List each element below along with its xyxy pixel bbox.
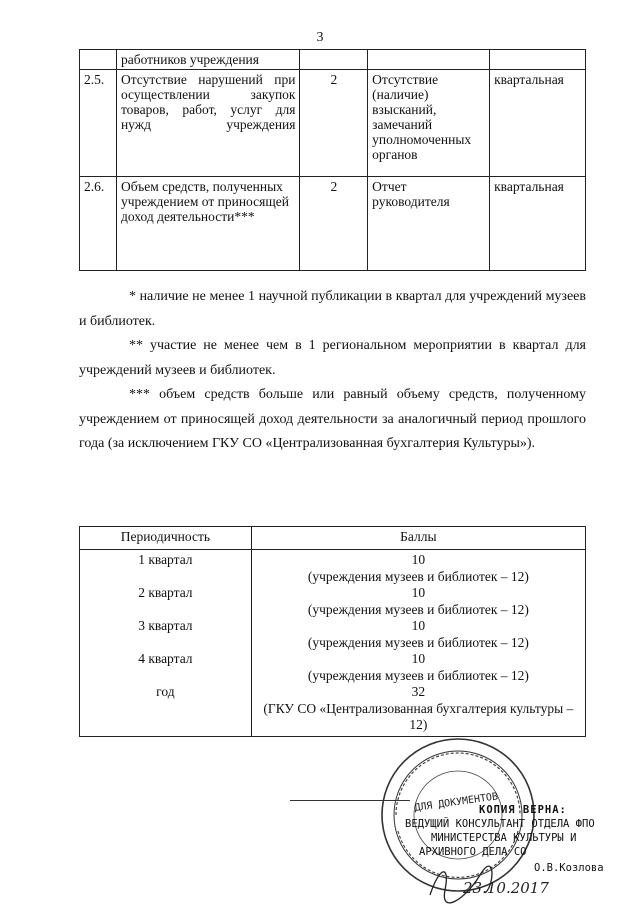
points-cell <box>251 651 585 684</box>
table-row <box>80 50 586 70</box>
footnotes <box>79 285 586 457</box>
points-note: (учреждения музеев и библиотек – 12) <box>307 634 529 650</box>
certification-line: АРХИВНОГО ДЕЛА СО <box>419 846 527 858</box>
criterion-text: Отсутствие нарушений при осуществлении закупок товаров, работ, услуг для нужд учреждения <box>116 70 300 177</box>
period-cell: 1 квартал <box>80 550 252 586</box>
certification-title: КОПИЯ ВЕРНА: <box>479 804 567 816</box>
period-cell: 4 квартал <box>80 651 252 684</box>
score-cell <box>300 50 368 70</box>
row-number <box>80 50 117 70</box>
points-cell <box>251 585 585 618</box>
table-row <box>80 70 586 177</box>
row-number: 2.6. <box>80 177 117 271</box>
criterion-text: работников учреждения <box>116 50 300 70</box>
period-cell: квартальная <box>490 70 586 177</box>
table-row <box>80 550 586 586</box>
criterion-text: Объем средств, полученных учреждением от приносящей доход деятельности*** <box>116 177 300 271</box>
footnote: *** объем средств больше или равный объему средств, полученному учреждением от приносящей доход деятельности за аналогичный период прошлого года (за исключением ГКУ СО «Централизованная бухгалтерия Культуры»). <box>79 387 586 451</box>
points-note: (учреждения музеев и библиотек – 12) <box>307 667 529 683</box>
points-value: 10 <box>411 651 426 666</box>
period-cell <box>490 50 586 70</box>
certification-line: ВЕДУЩИЙ КОНСУЛЬТАНТ ОТДЕЛА ФПО <box>405 818 595 830</box>
period-cell: 3 квартал <box>80 618 252 651</box>
table-row <box>80 618 586 651</box>
score-cell: 2 <box>300 70 368 177</box>
row-number: 2.5. <box>80 70 117 177</box>
points-cell <box>251 684 585 736</box>
points-cell <box>251 618 585 651</box>
period-cell: квартальная <box>490 177 586 271</box>
source-cell: Отчет руководителя <box>368 177 490 271</box>
table-header-row <box>80 527 586 550</box>
table-row <box>80 651 586 684</box>
table-row <box>80 684 586 736</box>
criteria-table <box>79 49 586 271</box>
footnote: * наличие не менее 1 научной публикации в квартал для учреждений музеев и библиотек. <box>79 289 586 329</box>
points-value: 10 <box>411 552 426 567</box>
column-header: Периодичность <box>80 527 252 550</box>
source-cell <box>368 50 490 70</box>
period-cell: 2 квартал <box>80 585 252 618</box>
page-number: 3 <box>316 30 324 45</box>
points-note: (учреждения музеев и библиотек – 12) <box>307 601 529 617</box>
certification-block <box>405 803 595 859</box>
points-value: 10 <box>411 618 426 633</box>
source-cell: Отсутствие (наличие) взысканий, замечаний уполномоченных органов <box>368 70 490 177</box>
signer-name: О.В.Козлова <box>534 862 604 874</box>
signature-icon <box>425 855 575 905</box>
points-cell <box>251 550 585 586</box>
scores-table <box>79 526 586 737</box>
points-value: 10 <box>411 585 426 600</box>
points-note: (учреждения музеев и библиотек – 12) <box>307 568 529 584</box>
table-row <box>80 585 586 618</box>
certification-line: МИНИСТЕРСТВА КУЛЬТУРЫ И <box>431 832 577 844</box>
footnote: ** участие не менее чем в 1 региональном мероприятии в квартал для учреждений музеев и библиотек. <box>79 338 586 378</box>
score-cell: 2 <box>300 177 368 271</box>
points-value: 32 <box>411 684 426 699</box>
stamp-label: ДЛЯ ДОКУМЕНТОВ <box>413 791 499 814</box>
handwritten-date: 23.10.2017 <box>463 879 549 897</box>
period-cell: год <box>80 684 252 736</box>
points-note: (ГКУ СО «Централизованная бухгалтерия культуры – 12) <box>263 700 574 732</box>
column-header: Баллы <box>251 527 585 550</box>
table-row <box>80 177 586 271</box>
